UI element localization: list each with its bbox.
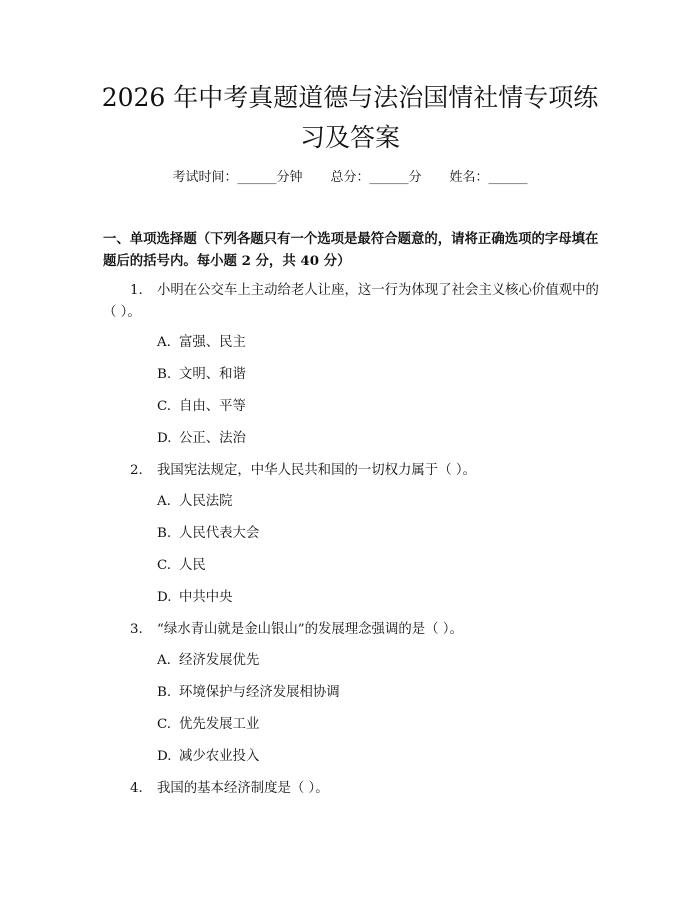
section-heading: 一、单项选择题（下列各题只有一个选项是最符合题意的，请将正确选项的字母填在题后的括号内。每小题 2 分，共 40 分） [103,231,599,269]
option-1c [157,397,246,417]
option-letter: C. [157,558,172,573]
option-letter: B. [157,526,172,541]
option-text: 富强、民主 [179,335,246,350]
total-score-label: 总分：______分 [330,170,422,185]
option-text: 中共中央 [179,590,233,605]
option-letter: C. [157,717,172,732]
option-3c [157,715,259,735]
option-letter: A. [157,494,171,509]
option-text: 经济发展优先 [179,653,260,668]
question-text: 我国宪法规定，中华人民共和国的一切权力属于（ ）。 [157,463,476,478]
question-number: 2. [130,463,143,478]
question-text: “绿水青山就是金山银山”的发展理念强调的是（ ）。 [157,622,463,637]
question-4 [103,778,603,800]
document-title: 2026 年中考真题道德与法治国情社情专项练习及答案 [101,83,599,152]
option-2b [157,524,259,544]
option-letter: A. [157,653,171,668]
option-letter: C. [157,399,172,414]
option-letter: D. [157,431,172,446]
option-letter: B. [157,685,172,700]
question-number: 3. [130,622,143,637]
option-3d [157,747,259,767]
question-2 [103,460,603,482]
option-text: 公正、法治 [179,431,246,446]
option-letter: A. [157,335,171,350]
question-1 [103,280,603,324]
option-text: 优先发展工业 [179,717,260,732]
question-3 [103,619,603,641]
option-1a [157,333,246,353]
option-1b [157,365,246,385]
exam-meta [0,168,700,188]
student-name-label: 姓名：______ [449,170,528,185]
option-letter: B. [157,367,172,382]
option-text: 人民 [179,558,206,573]
option-text: 人民法院 [179,494,233,509]
option-2d [157,588,233,608]
question-number: 4. [130,781,143,796]
question-text: 小明在公交车上主动给老人让座，这一行为体现了社会主义核心价值观中的（ ）。 [103,283,599,320]
option-text: 环境保护与经济发展相协调 [179,685,340,700]
option-text: 人民代表大会 [179,526,260,541]
option-letter: D. [157,749,172,764]
option-2c [157,556,206,576]
option-3b [157,683,340,703]
option-text: 自由、平等 [179,399,246,414]
option-text: 减少农业投入 [179,749,260,764]
question-number: 1. [130,283,143,298]
option-text: 文明、和谐 [179,367,246,382]
question-text: 我国的基本经济制度是（ ）。 [157,781,329,796]
option-letter: D. [157,590,172,605]
option-2a [157,492,233,512]
option-3a [157,651,259,671]
exam-time-label: 考试时间：______分钟 [172,170,303,185]
option-1d [157,429,246,449]
